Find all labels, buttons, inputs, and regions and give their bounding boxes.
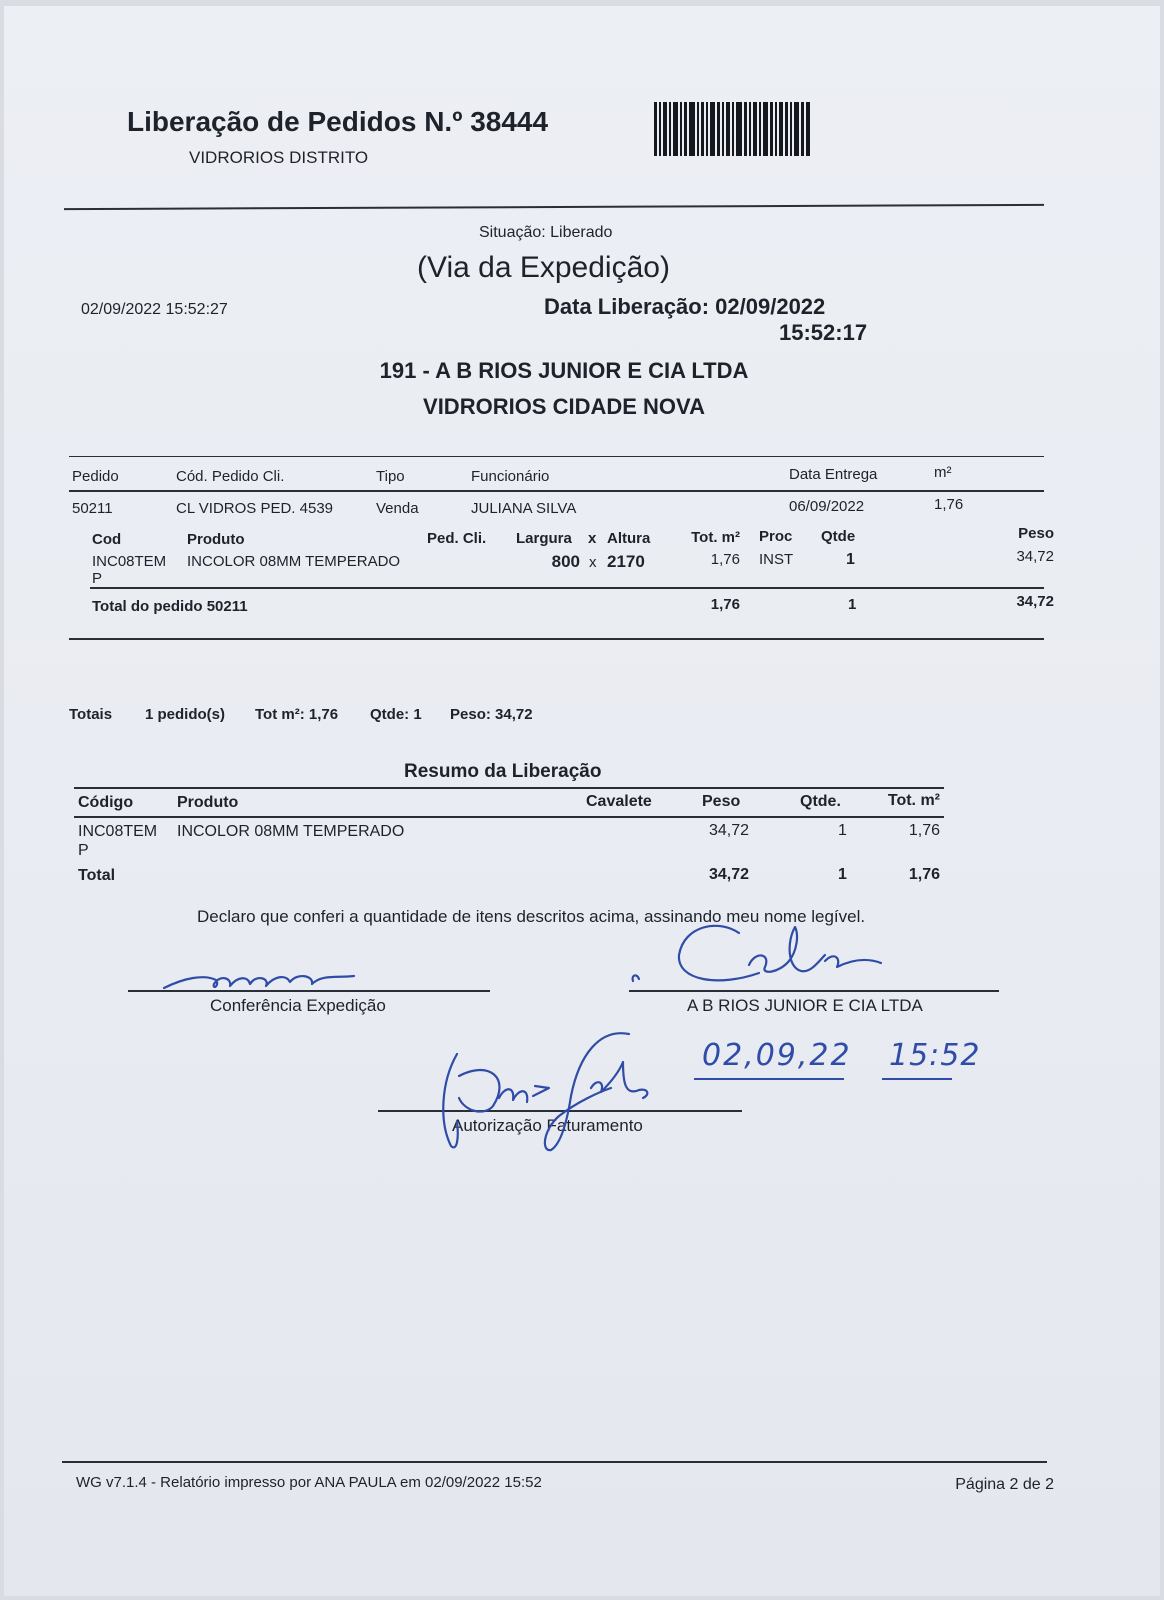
summary-top-divider bbox=[74, 787, 944, 789]
item-altura: 2170 bbox=[607, 552, 645, 571]
summary-codigo-line2: P bbox=[78, 842, 89, 859]
conferencia-label: Conferência Expedição bbox=[210, 996, 386, 1015]
summary-qtde: 1 bbox=[838, 822, 847, 839]
summary-header-cavalete: Cavalete bbox=[586, 793, 652, 810]
summary-header-peso: Peso bbox=[702, 793, 741, 810]
item-header-largura: Largura bbox=[516, 530, 572, 547]
order-funcionario: JULIANA SILVA bbox=[471, 500, 577, 517]
customer-branch: VIDRORIOS CIDADE NOVA bbox=[423, 394, 705, 419]
summary-total-peso: 34,72 bbox=[708, 866, 749, 883]
summary-codigo-line1: INC08TEM bbox=[78, 823, 158, 840]
item-header-x: x bbox=[588, 530, 597, 547]
summary-total-tot-m2: 1,76 bbox=[908, 866, 940, 883]
item-largura: 800 bbox=[551, 552, 580, 571]
item-peso: 34,72 bbox=[1016, 548, 1054, 565]
order-header-pedido: Pedido bbox=[72, 468, 119, 485]
order-header-data-entrega: Data Entrega bbox=[789, 466, 878, 483]
summary-total-label: Total bbox=[78, 867, 116, 884]
item-header-cod: Cod bbox=[92, 531, 122, 548]
header-divider bbox=[64, 204, 1044, 210]
item-header-tot-m2: Tot. m² bbox=[691, 529, 740, 546]
item-total-divider bbox=[90, 587, 1044, 589]
footer-page-number: Página 2 de 2 bbox=[955, 1476, 1054, 1493]
status-label: Situação: Liberado bbox=[479, 224, 613, 241]
handwritten-date-underline bbox=[694, 1078, 844, 1080]
barcode-icon bbox=[654, 102, 832, 156]
footer-report: WG v7.1.4 - Relatório impresso por ANA PAULA em 02/09/2022 15:52 bbox=[76, 1474, 542, 1491]
item-header-qtde: Qtde bbox=[821, 528, 856, 545]
item-header-produto: Produto bbox=[187, 531, 245, 548]
item-cod-line2: P bbox=[92, 570, 103, 587]
order-header-divider bbox=[69, 490, 1044, 492]
print-datetime: 02/09/2022 15:52:27 bbox=[81, 301, 228, 318]
summary-produto: INCOLOR 08MM TEMPERADO bbox=[177, 823, 405, 840]
declaration-text: Declaro que conferi a quantidade de itens descritos acima, assinando meu nome legível. bbox=[197, 907, 866, 926]
order-header-m2: m² bbox=[934, 464, 952, 481]
customer-signature-icon bbox=[629, 911, 899, 991]
item-cod-line1: INC08TEM bbox=[92, 553, 167, 570]
totals-tot-m2: Tot m²: 1,76 bbox=[255, 706, 339, 723]
order-header-funcionario: Funcionário bbox=[471, 468, 550, 485]
document-title: Liberação de Pedidos N.º 38444 bbox=[127, 106, 549, 137]
item-produto: INCOLOR 08MM TEMPERADO bbox=[187, 553, 401, 570]
summary-peso: 34,72 bbox=[708, 822, 749, 839]
item-tot-m2: 1,76 bbox=[710, 551, 740, 568]
summary-header-produto: Produto bbox=[177, 794, 239, 811]
footer-divider bbox=[62, 1461, 1047, 1463]
handwritten-date: 02,09,22 bbox=[702, 1038, 852, 1073]
summary-header-tot-m2: Tot. m² bbox=[887, 792, 940, 809]
item-header-proc: Proc bbox=[759, 528, 793, 545]
autorizacao-label: Autorização Faturamento bbox=[452, 1116, 643, 1135]
company-name: VIDRORIOS DISTRITO bbox=[189, 148, 369, 167]
summary-header-codigo: Código bbox=[78, 794, 134, 811]
document-page bbox=[4, 6, 1160, 1596]
order-tipo: Venda bbox=[376, 500, 419, 517]
conferencia-signature-icon bbox=[154, 956, 374, 996]
order-total-peso: 34,72 bbox=[1016, 593, 1054, 610]
order-cod-pedido-cli: CL VIDROS PED. 4539 bbox=[176, 500, 334, 517]
totals-label: Totais bbox=[69, 706, 113, 723]
item-qtde: 1 bbox=[846, 551, 855, 568]
copy-type: (Via da Expedição) bbox=[417, 251, 670, 284]
order-header-tipo: Tipo bbox=[376, 468, 405, 485]
summary-tot-m2: 1,76 bbox=[908, 822, 940, 839]
order-total-qtde: 1 bbox=[848, 596, 857, 613]
summary-total-qtde: 1 bbox=[838, 866, 847, 883]
totals-peso: Peso: 34,72 bbox=[450, 706, 533, 723]
summary-header-divider bbox=[74, 816, 944, 818]
summary-header-qtde: Qtde. bbox=[800, 793, 841, 810]
item-proc: INST bbox=[759, 551, 794, 568]
order-data-entrega: 06/09/2022 bbox=[789, 498, 865, 515]
order-bottom-divider bbox=[69, 638, 1044, 640]
order-top-divider bbox=[69, 456, 1044, 457]
order-total-label: Total do pedido 50211 bbox=[92, 598, 248, 615]
release-date: Data Liberação: 02/09/2022 bbox=[544, 294, 826, 319]
item-x: x bbox=[589, 554, 597, 571]
autorizacao-signature-icon bbox=[429, 1026, 659, 1156]
order-header-cod-pedido-cli: Cód. Pedido Cli. bbox=[176, 468, 285, 485]
order-m2: 1,76 bbox=[934, 496, 964, 513]
handwritten-time-underline bbox=[882, 1078, 952, 1080]
handwritten-time: 15:52 bbox=[889, 1038, 981, 1073]
order-total-tot-m2: 1,76 bbox=[710, 596, 740, 613]
customer-signature-label: A B RIOS JUNIOR E CIA LTDA bbox=[687, 996, 923, 1015]
item-header-altura: Altura bbox=[607, 530, 651, 547]
item-header-peso: Peso bbox=[1018, 525, 1054, 542]
release-time: 15:52:17 bbox=[779, 320, 868, 345]
order-pedido: 50211 bbox=[72, 500, 113, 517]
item-header-ped-cli: Ped. Cli. bbox=[427, 530, 487, 547]
totals-pedidos: 1 pedido(s) bbox=[145, 706, 226, 723]
totals-qtde: Qtde: 1 bbox=[370, 706, 422, 723]
summary-title: Resumo da Liberação bbox=[404, 761, 602, 782]
customer-name: 191 - A B RIOS JUNIOR E CIA LTDA bbox=[379, 358, 749, 383]
